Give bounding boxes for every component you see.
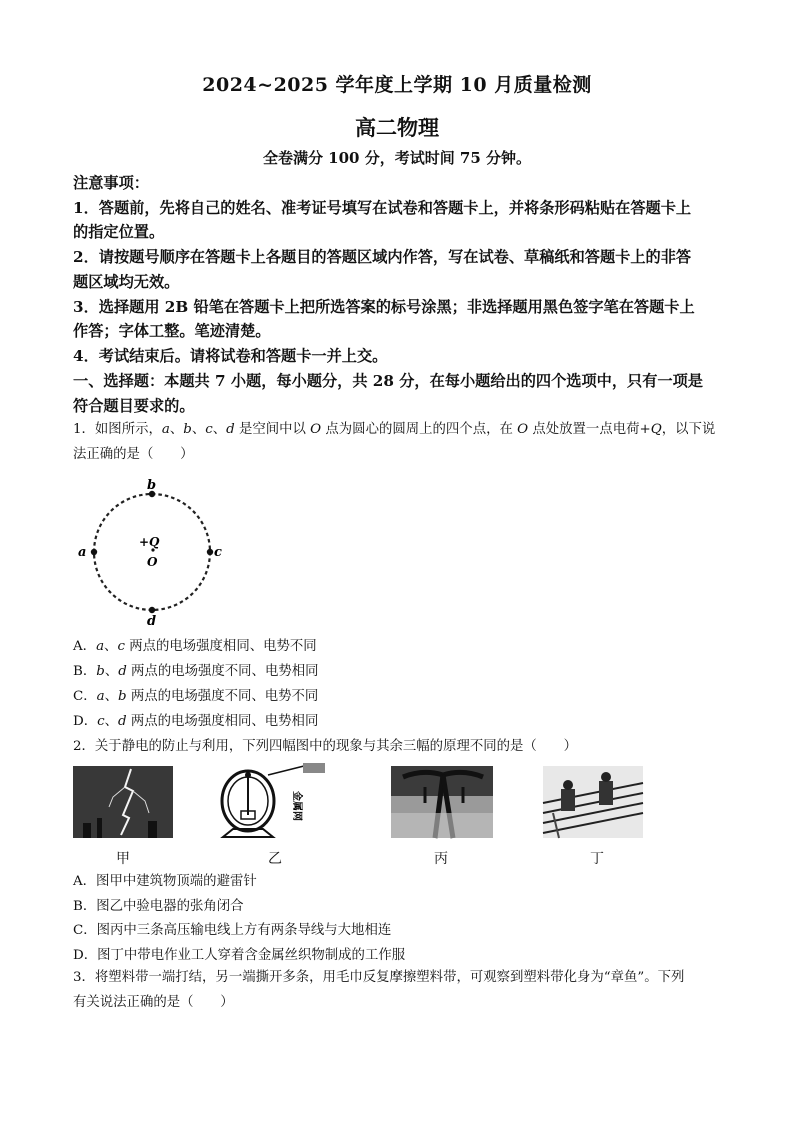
label-c: c [214, 545, 222, 560]
label-b: b [147, 478, 157, 493]
note-line: 的指定位置。 [73, 223, 165, 242]
option-b: B．b、d 两点的电场强度不同、电势相同 [73, 664, 319, 679]
note-line: 作答；字体工整。笔迹清楚。 [73, 322, 271, 341]
circle-dashed [94, 494, 210, 610]
question-1-line: 1．如图所示，a、b、c、d 是空间中以 O 点为圆心的圆周上的四个点，在 O 点处放置一点电荷+Q，以下说 [73, 422, 716, 437]
question-3-line: 有关说法正确的是（ ） [73, 994, 234, 1010]
note-line: 3．选择题用 2B 铅笔在答题卡上把所选答案的标号涂黑；非选择题用黑色签字笔在答题卡上 [73, 297, 695, 316]
metal-mesh-label: 金属网 [291, 791, 302, 821]
full-marks-line: 全卷满分 100 分，考试时间 75 分钟。 [262, 149, 532, 167]
q2-option-a: A．图甲中建筑物顶端的避雷针 [73, 874, 257, 889]
question-1-line: 法正确的是（ ） [73, 446, 194, 462]
point-d-dot [149, 607, 155, 613]
page-title: 2024~2025 学年度上学期 10 月质量检测 [202, 74, 592, 96]
question-3-stem [73, 966, 733, 1015]
q2-option-c: C．图丙中三条高压输电线上方有两条导线与大地相连 [73, 923, 392, 938]
caption-bing: 丙 [434, 851, 448, 867]
page-subtitle: 高二物理 [355, 115, 439, 140]
label-d: d [147, 614, 157, 626]
q2-option-b: B．图乙中验电器的张角闭合 [73, 899, 244, 914]
picture-jia-lightning [73, 766, 173, 838]
question-3-line: 3．将塑料带一端打结，另一端撕开多条，用毛巾反复摩擦塑料带，可观察到塑料带化身为“章鱼”。下列 [73, 970, 685, 985]
question-1-stem [73, 418, 733, 467]
note-line: 题区域均无效。 [73, 272, 180, 291]
point-c-dot [207, 549, 213, 555]
option-d: D．c、d 两点的电场强度相同、电势相同 [73, 714, 319, 729]
caption-ding: 丁 [590, 851, 604, 867]
option-c: C．a、b 两点的电场强度不同、电势不同 [73, 689, 319, 704]
notes-block [73, 171, 733, 369]
q2-option-d: D．图丁中带电作业工人穿着含金属丝织物制成的工作服 [73, 948, 406, 963]
picture-ding-workers [543, 766, 643, 838]
label-center: O [147, 555, 158, 569]
circle-diagram [73, 476, 233, 626]
picture-bing-tower [391, 766, 493, 838]
note-line: 2．请按题号顺序在答题卡上各题目的答题区域内作答，写在试卷、草稿纸和答题卡上的非答 [73, 248, 692, 267]
note-line: 4．考试结束后。请将试卷和答题卡一并上交。 [73, 346, 388, 365]
label-charge: +Q [139, 535, 160, 549]
section-line: 符合题目要求的。 [73, 396, 195, 415]
label-a: a [78, 545, 87, 560]
picture-yi-electroscope [222, 763, 325, 837]
question-2-stem: 2．关于静电的防止与利用，下列四幅图中的现象与其余三幅的原理不同的是（ ） [73, 739, 577, 754]
caption-yi: 乙 [268, 851, 282, 867]
option-a: A．a、c 两点的电场强度相同、电势不同 [73, 639, 317, 654]
four-pictures [73, 763, 653, 841]
point-a-dot [91, 549, 97, 555]
section-line: 一、选择题：本题共 7 小题，每小题分，共 28 分，在每小题给出的四个选项中，只有一项是 [73, 372, 703, 390]
notes-heading: 注意事项： [73, 174, 149, 192]
section-heading [73, 369, 733, 418]
note-line: 1．答题前，先将自己的姓名、准考证号填写在试卷和答题卡上，并将条形码粘贴在答题卡上 [73, 198, 692, 217]
caption-jia: 甲 [116, 851, 130, 867]
